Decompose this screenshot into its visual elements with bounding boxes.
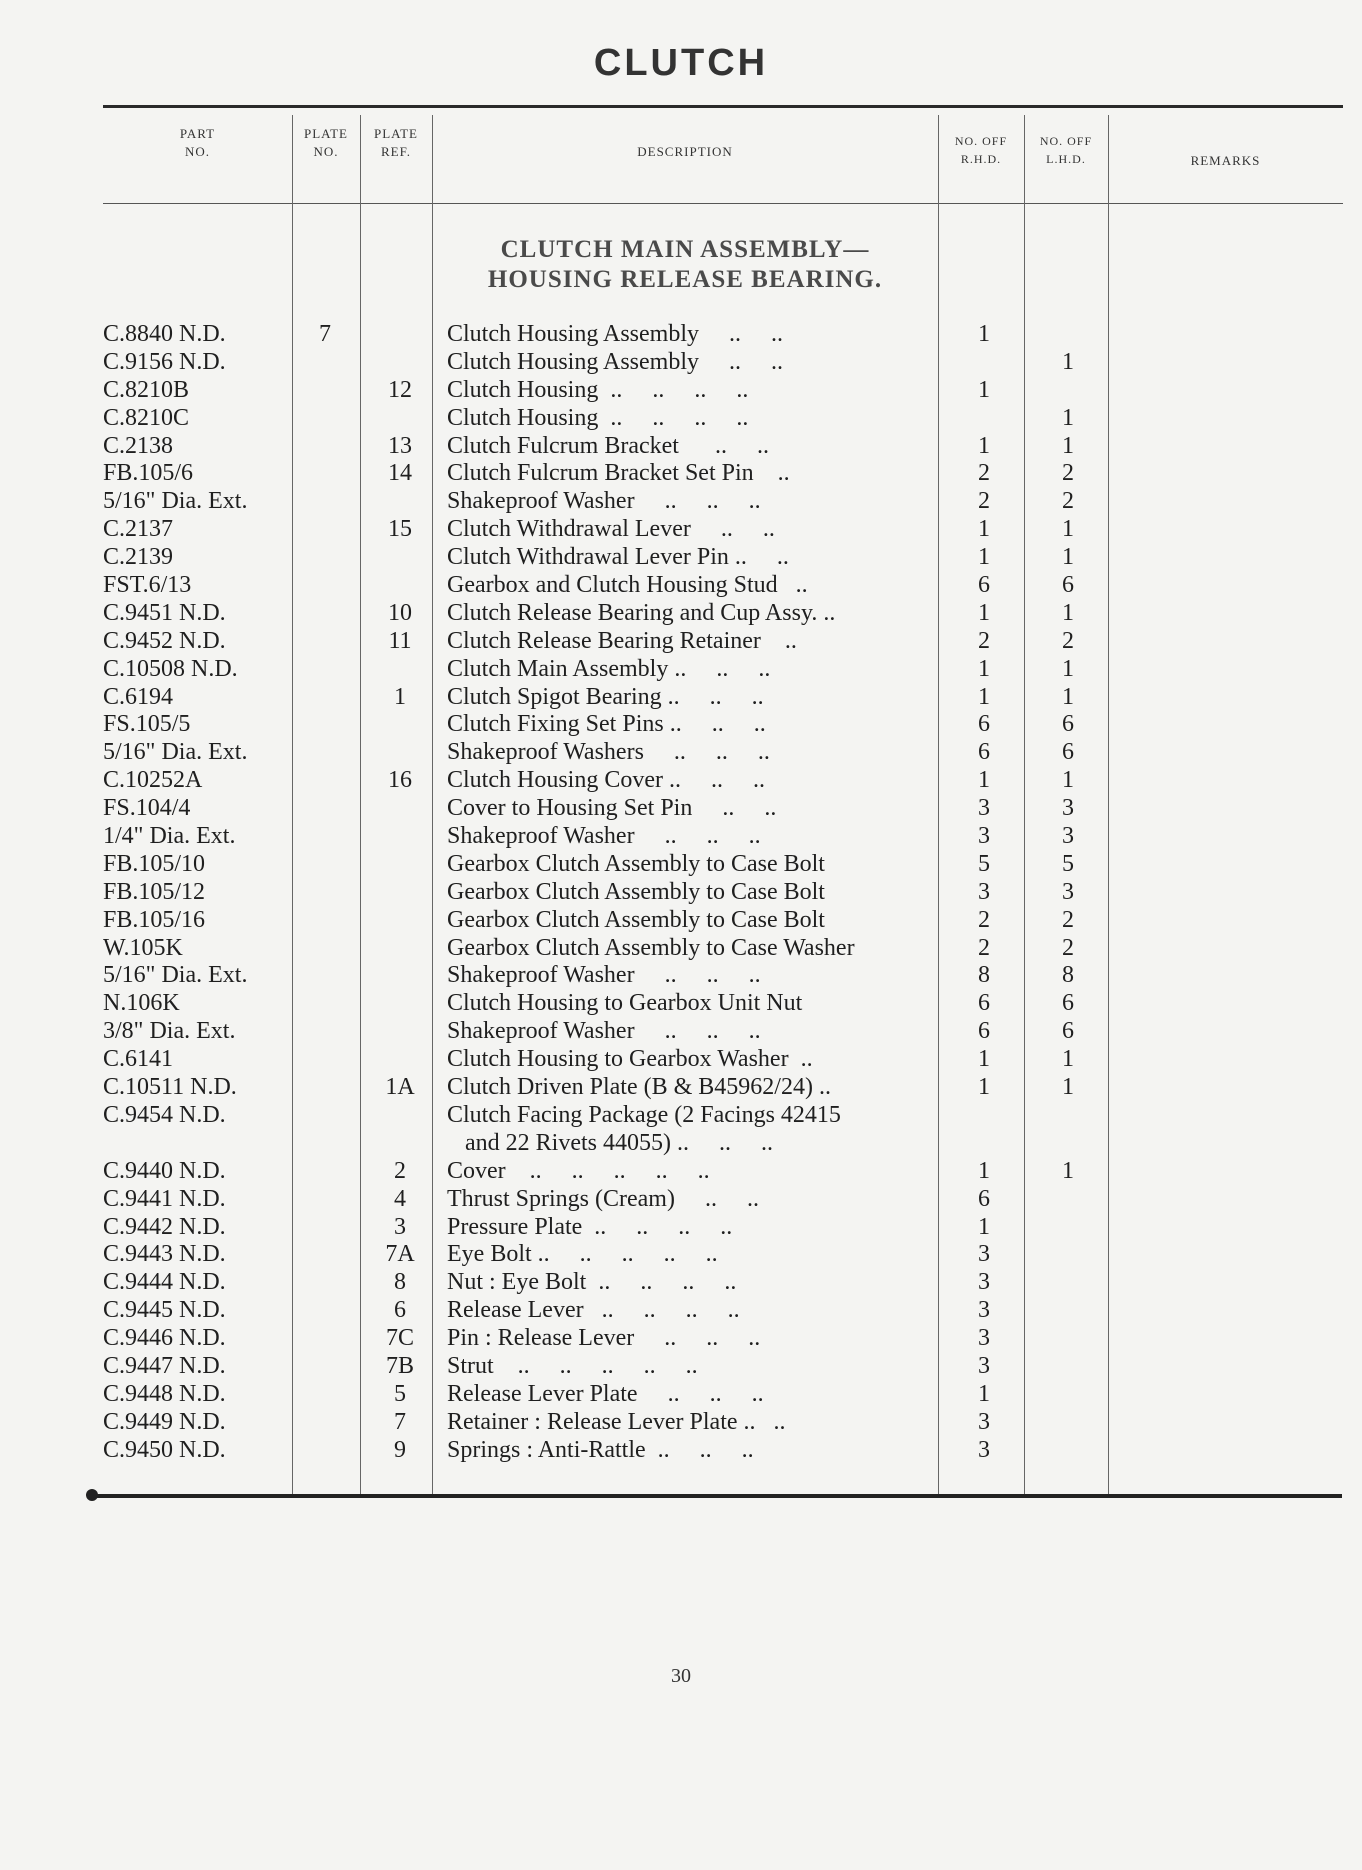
description: Gearbox Clutch Assembly to Case Bolt <box>447 906 825 933</box>
part-number: C.9454 N.D. <box>103 1101 226 1128</box>
part-number: FS.104/4 <box>103 795 191 822</box>
plate-ref: 7B <box>385 1352 414 1379</box>
description: Shakeproof Washer .. .. .. <box>447 1018 761 1045</box>
description: Clutch Housing to Gearbox Unit Nut <box>447 990 803 1017</box>
quantity-rhd: 1 <box>978 432 990 459</box>
quantity-lhd: 1 <box>1062 1074 1074 1101</box>
quantity-rhd: 1 <box>978 599 990 626</box>
quantity-lhd: 2 <box>1062 488 1074 515</box>
quantity-rhd: 3 <box>978 1325 990 1352</box>
table-row <box>0 1409 1362 1437</box>
part-number: C.9156 N.D. <box>103 348 226 375</box>
table-row <box>0 1325 1362 1353</box>
part-number: FB.105/16 <box>103 906 206 933</box>
table-row <box>0 377 1362 405</box>
table-row <box>0 1269 1362 1297</box>
plate-ref: 14 <box>388 460 412 487</box>
quantity-rhd: 1 <box>978 544 990 571</box>
table-row <box>0 907 1362 935</box>
table-row <box>0 1381 1362 1409</box>
quantity-rhd: 1 <box>978 376 990 403</box>
table-row <box>0 962 1362 990</box>
quantity-lhd: 6 <box>1062 990 1074 1017</box>
description: Clutch Housing .. .. .. .. <box>447 404 749 431</box>
quantity-rhd: 6 <box>978 1018 990 1045</box>
description: Gearbox Clutch Assembly to Case Bolt <box>447 878 825 905</box>
description: Release Lever Plate .. .. .. <box>447 1380 764 1407</box>
table-row <box>0 656 1362 684</box>
part-number: C.8840 N.D. <box>103 321 226 347</box>
part-number: C.9452 N.D. <box>103 627 226 654</box>
table-row <box>0 488 1362 516</box>
plate-ref: 7C <box>385 1325 414 1352</box>
header-plate-no <box>292 125 360 161</box>
quantity-rhd: 6 <box>978 990 990 1017</box>
part-number: 1/4" Dia. Ext. <box>103 823 236 850</box>
part-number: C.2138 <box>103 432 174 459</box>
table-row <box>0 433 1362 461</box>
part-number: C.8210B <box>103 376 190 403</box>
header-part-no-line2: NO. <box>184 144 211 159</box>
table-row <box>0 1241 1362 1269</box>
description: Clutch Release Bearing and Cup Assy. .. <box>447 599 836 626</box>
description: Clutch Driven Plate (B & B45962/24) .. <box>447 1074 831 1101</box>
quantity-lhd: 2 <box>1062 460 1074 487</box>
part-number: C.10508 N.D. <box>103 655 238 682</box>
quantity-lhd: 3 <box>1062 878 1074 905</box>
description: Release Lever .. .. .. .. <box>447 1297 740 1324</box>
table-row <box>0 935 1362 963</box>
description: Springs : Anti-Rattle .. .. .. <box>447 1436 754 1463</box>
plate-ref: 6 <box>394 1297 406 1324</box>
header-description <box>432 143 938 161</box>
table-row <box>0 879 1362 907</box>
description: Clutch Facing Package (2 Facings 42415 <box>447 1101 841 1128</box>
part-number: FB.105/12 <box>103 878 206 905</box>
section-heading-line1: CLUTCH MAIN ASSEMBLY— <box>500 236 870 263</box>
part-number: 3/8" Dia. Ext. <box>103 1018 236 1045</box>
plate-ref: 2 <box>394 1157 406 1184</box>
description: Shakeproof Washers .. .. .. <box>447 739 770 766</box>
description: Pin : Release Lever .. .. .. <box>447 1325 761 1352</box>
description: Clutch Housing to Gearbox Washer .. <box>447 1046 813 1073</box>
header-part-no <box>103 125 292 161</box>
description: Strut .. .. .. .. .. <box>447 1352 698 1379</box>
table-row <box>0 1158 1362 1186</box>
header-part-no-line1: PART <box>179 126 216 141</box>
header-plate-ref <box>360 125 432 161</box>
header-rhd-line1: NO. OFF <box>954 134 1008 148</box>
part-number: C.9446 N.D. <box>103 1325 226 1352</box>
quantity-rhd: 2 <box>978 906 990 933</box>
top-rule <box>103 105 1343 108</box>
part-number: C.9447 N.D. <box>103 1352 226 1379</box>
plate-ref: 4 <box>394 1185 406 1212</box>
table-row <box>0 684 1362 712</box>
table-row <box>0 321 1362 349</box>
quantity-rhd: 1 <box>978 1046 990 1073</box>
part-number: C.10511 N.D. <box>103 1074 237 1101</box>
quantity-lhd: 1 <box>1062 404 1074 431</box>
table-row <box>0 600 1362 628</box>
description: Clutch Housing Assembly .. .. <box>447 321 784 347</box>
quantity-lhd: 1 <box>1062 1157 1074 1184</box>
header-no-off-lhd <box>1024 132 1108 168</box>
description: Clutch Release Bearing Retainer .. <box>447 627 797 654</box>
plate-ref: 16 <box>388 767 412 794</box>
part-number: C.9442 N.D. <box>103 1213 226 1240</box>
table-row <box>0 1130 1362 1158</box>
quantity-lhd: 6 <box>1062 739 1074 766</box>
header-remarks <box>1108 152 1343 170</box>
quantity-rhd: 3 <box>978 1408 990 1435</box>
quantity-rhd: 1 <box>978 516 990 543</box>
description: Cover to Housing Set Pin .. .. <box>447 795 777 822</box>
description: Eye Bolt .. .. .. .. .. <box>447 1241 718 1268</box>
quantity-lhd: 8 <box>1062 962 1074 989</box>
table-row <box>0 739 1362 767</box>
description: Clutch Fixing Set Pins .. .. .. <box>447 711 766 738</box>
header-lhd-line1: NO. OFF <box>1039 134 1093 148</box>
description: Shakeproof Washer .. .. .. <box>447 823 761 850</box>
part-number: C.9440 N.D. <box>103 1157 226 1184</box>
quantity-lhd: 1 <box>1062 516 1074 543</box>
quantity-rhd: 1 <box>978 767 990 794</box>
part-number: C.6141 <box>103 1046 174 1073</box>
header-description-label: DESCRIPTION <box>637 144 733 159</box>
description: Thrust Springs (Cream) .. .. <box>447 1185 759 1212</box>
description: Shakeproof Washer .. .. .. <box>447 488 761 515</box>
part-number: 5/16" Dia. Ext. <box>103 739 248 766</box>
table-row <box>0 516 1362 544</box>
header-plate-ref-line1: PLATE <box>374 126 418 141</box>
part-number: C.6194 <box>103 683 174 710</box>
description: Clutch Fulcrum Bracket Set Pin .. <box>447 460 790 487</box>
quantity-rhd: 2 <box>978 460 990 487</box>
description: Clutch Housing .. .. .. .. <box>447 376 749 403</box>
quantity-rhd: 8 <box>978 962 990 989</box>
plate-ref: 7A <box>385 1241 415 1268</box>
quantity-lhd: 1 <box>1062 655 1074 682</box>
plate-ref: 15 <box>388 516 412 543</box>
part-number: C.9444 N.D. <box>103 1269 226 1296</box>
header-no-off-rhd <box>938 132 1024 168</box>
table-row <box>0 1353 1362 1381</box>
quantity-lhd: 1 <box>1062 544 1074 571</box>
table-row <box>0 851 1362 879</box>
quantity-rhd: 3 <box>978 878 990 905</box>
table-row <box>0 1046 1362 1074</box>
header-plate-no-line1: PLATE <box>304 126 348 141</box>
description: Nut : Eye Bolt .. .. .. .. <box>447 1269 737 1296</box>
description: and 22 Rivets 44055) .. .. .. <box>447 1129 773 1156</box>
header-lhd-line2: L.H.D. <box>1046 152 1086 166</box>
quantity-rhd: 6 <box>978 739 990 766</box>
page-title: CLUTCH <box>593 42 769 84</box>
header-rhd-line2: R.H.D. <box>960 152 1002 166</box>
table-row <box>0 767 1362 795</box>
quantity-lhd: 1 <box>1062 1046 1074 1073</box>
quantity-rhd: 1 <box>978 1380 990 1407</box>
part-number: C.9445 N.D. <box>103 1297 226 1324</box>
description: Gearbox and Clutch Housing Stud .. <box>447 572 808 599</box>
table-row <box>0 711 1362 739</box>
table-row <box>0 349 1362 377</box>
table-row <box>0 1018 1362 1046</box>
description: Cover .. .. .. .. .. <box>447 1157 710 1184</box>
part-number: FS.105/5 <box>103 711 191 738</box>
table-row <box>0 544 1362 572</box>
part-number: W.105K <box>103 934 183 961</box>
quantity-lhd: 1 <box>1062 348 1074 375</box>
quantity-rhd: 6 <box>978 572 990 599</box>
quantity-rhd: 1 <box>978 1213 990 1240</box>
quantity-lhd: 6 <box>1062 572 1074 599</box>
part-number: C.2137 <box>103 516 174 543</box>
part-number: C.9451 N.D. <box>103 599 226 626</box>
quantity-rhd: 2 <box>978 488 990 515</box>
table-row <box>0 1074 1362 1102</box>
description: Retainer : Release Lever Plate .. .. <box>447 1408 786 1435</box>
header-remarks-label: REMARKS <box>1190 153 1261 168</box>
quantity-lhd: 1 <box>1062 432 1074 459</box>
part-number: FB.105/10 <box>103 850 206 877</box>
quantity-rhd: 1 <box>978 1074 990 1101</box>
description: Clutch Withdrawal Lever .. .. <box>447 516 775 543</box>
quantity-lhd: 3 <box>1062 823 1074 850</box>
quantity-rhd: 1 <box>978 1157 990 1184</box>
quantity-lhd: 6 <box>1062 711 1074 738</box>
plate-ref: 3 <box>394 1213 406 1240</box>
quantity-rhd: 3 <box>978 1241 990 1268</box>
plate-ref: 12 <box>388 376 412 403</box>
plate-ref: 1A <box>385 1074 415 1101</box>
part-number: C.9443 N.D. <box>103 1241 226 1268</box>
quantity-lhd: 6 <box>1062 1018 1074 1045</box>
section-heading <box>430 235 940 295</box>
table-row <box>0 460 1362 488</box>
part-number: C.10252A <box>103 767 203 794</box>
table-row <box>0 990 1362 1018</box>
table-row <box>0 1297 1362 1325</box>
quantity-rhd: 3 <box>978 1269 990 1296</box>
part-number: N.106K <box>103 990 180 1017</box>
bottom-rule <box>92 1494 1342 1498</box>
table-row <box>0 1102 1362 1130</box>
table-row <box>0 1214 1362 1242</box>
quantity-lhd: 2 <box>1062 906 1074 933</box>
quantity-lhd: 1 <box>1062 599 1074 626</box>
part-number: 5/16" Dia. Ext. <box>103 488 248 515</box>
plate-ref: 13 <box>388 432 412 459</box>
description: Clutch Withdrawal Lever Pin .. .. <box>447 544 789 571</box>
part-number: C.8210C <box>103 404 190 431</box>
quantity-rhd: 6 <box>978 711 990 738</box>
table-row <box>0 405 1362 433</box>
quantity-rhd: 1 <box>978 655 990 682</box>
description: Gearbox Clutch Assembly to Case Bolt <box>447 850 825 877</box>
table-row <box>0 572 1362 600</box>
part-number: 5/16" Dia. Ext. <box>103 962 248 989</box>
description: Clutch Housing Cover .. .. .. <box>447 767 765 794</box>
quantity-rhd: 2 <box>978 627 990 654</box>
part-number: C.9449 N.D. <box>103 1408 226 1435</box>
header-plate-ref-line2: REF. <box>380 144 412 159</box>
quantity-rhd: 1 <box>978 321 990 347</box>
quantity-rhd: 6 <box>978 1185 990 1212</box>
quantity-rhd: 2 <box>978 934 990 961</box>
plate-ref: 9 <box>394 1436 406 1463</box>
plate-ref: 5 <box>394 1380 406 1407</box>
plate-number: 7 <box>319 321 331 347</box>
header-rule <box>103 203 1343 204</box>
header-plate-no-line2: NO. <box>313 144 339 159</box>
table-row <box>0 823 1362 851</box>
table-row <box>0 1186 1362 1214</box>
part-number: FST.6/13 <box>103 572 192 599</box>
quantity-lhd: 2 <box>1062 934 1074 961</box>
section-heading-line2: HOUSING RELEASE BEARING. <box>487 266 883 293</box>
table-row <box>0 628 1362 656</box>
part-number: C.9450 N.D. <box>103 1436 226 1463</box>
plate-ref: 10 <box>388 599 412 626</box>
quantity-rhd: 5 <box>978 850 990 877</box>
description: Clutch Main Assembly .. .. .. <box>447 655 771 682</box>
part-number: C.2139 <box>103 544 174 571</box>
part-number: FB.105/6 <box>103 460 194 487</box>
quantity-rhd: 3 <box>978 1352 990 1379</box>
quantity-rhd: 3 <box>978 795 990 822</box>
parts-table-body <box>0 321 1362 1465</box>
description: Shakeproof Washer .. .. .. <box>447 962 761 989</box>
plate-ref: 8 <box>394 1269 406 1296</box>
quantity-rhd: 3 <box>978 823 990 850</box>
quantity-rhd: 3 <box>978 1436 990 1463</box>
plate-ref: 7 <box>394 1408 406 1435</box>
quantity-rhd: 1 <box>978 683 990 710</box>
part-number: C.9448 N.D. <box>103 1380 226 1407</box>
quantity-lhd: 2 <box>1062 627 1074 654</box>
quantity-lhd: 1 <box>1062 767 1074 794</box>
table-row <box>0 795 1362 823</box>
plate-ref: 1 <box>394 683 406 710</box>
description: Clutch Spigot Bearing .. .. .. <box>447 683 764 710</box>
part-number: C.9441 N.D. <box>103 1185 226 1212</box>
plate-ref: 11 <box>388 627 412 654</box>
quantity-lhd: 3 <box>1062 795 1074 822</box>
quantity-lhd: 5 <box>1062 850 1074 877</box>
description: Pressure Plate .. .. .. .. <box>447 1213 733 1240</box>
quantity-rhd: 3 <box>978 1297 990 1324</box>
description: Clutch Fulcrum Bracket .. .. <box>447 432 769 459</box>
description: Clutch Housing Assembly .. .. <box>447 348 784 375</box>
quantity-lhd: 1 <box>1062 683 1074 710</box>
description: Gearbox Clutch Assembly to Case Washer <box>447 934 855 961</box>
table-row <box>0 1437 1362 1465</box>
page-number: 30 <box>671 1665 691 1687</box>
